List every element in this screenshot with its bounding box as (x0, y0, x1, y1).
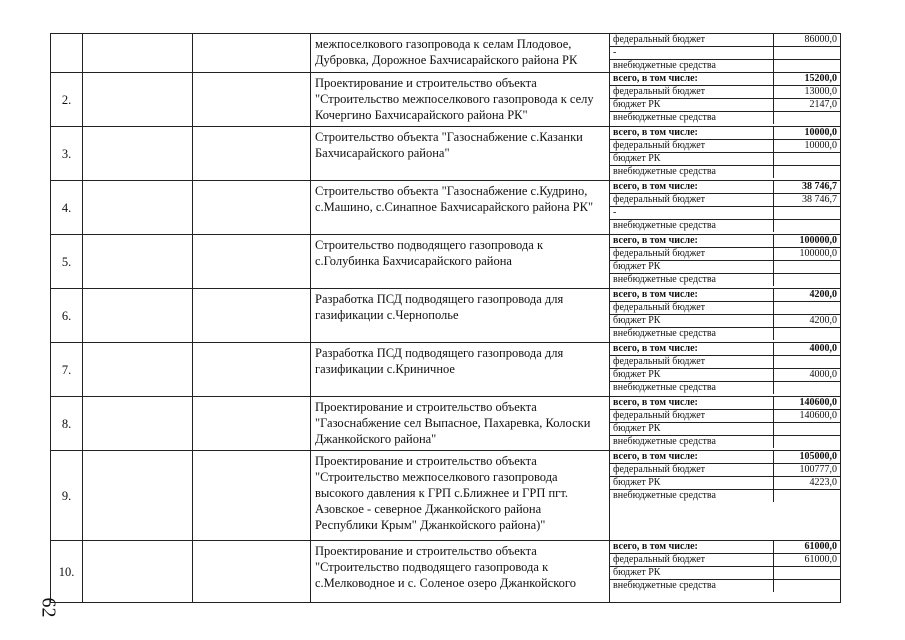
funding-line (610, 464, 840, 477)
funding-source-label: федеральный бюджет (610, 410, 774, 423)
project-description: Проектирование и строительство объекта "Газоснабжение сел Выпасное, Пахаревка, Колоски Джанкойского района" (311, 397, 610, 451)
funding-amount: 4223,0 (774, 477, 841, 490)
table-row (51, 73, 841, 127)
funding-source-label: всего, в том числе: (610, 343, 774, 356)
funding-amount: 61000,0 (774, 541, 841, 554)
funding-source-label: бюджет РК (610, 369, 774, 382)
funding-source-label: федеральный бюджет (610, 248, 774, 261)
funding-amount: 10000,0 (774, 140, 841, 153)
funding-breakdown (610, 34, 840, 72)
funding-source-label: федеральный бюджет (610, 302, 774, 315)
funding-source-label: бюджет РК (610, 315, 774, 328)
funding-source-label: всего, в том числе: (610, 73, 774, 86)
funding-source-label: - (610, 207, 774, 220)
funding-amount (774, 47, 841, 60)
funding-amount (774, 207, 841, 220)
project-description: Разработка ПСД подводящего газопровода для газификации с.Криничное (311, 343, 610, 397)
funding-line (610, 261, 840, 274)
funding-amount (774, 567, 841, 580)
funding-line (610, 140, 840, 153)
table-row (51, 181, 841, 235)
funding-line (610, 343, 840, 356)
funding-source-label: внебюджетные средства (610, 274, 774, 287)
table-row (51, 451, 841, 541)
project-description: межпоселкового газопровода к селам Плодовое, Дубровка, Дорожное Бахчисарайского района РК (311, 34, 610, 73)
funding-breakdown (610, 451, 840, 502)
funding-source-label: внебюджетные средства (610, 328, 774, 341)
row-number: 2. (51, 73, 83, 127)
funding-breakdown (610, 127, 840, 178)
funding-line (610, 423, 840, 436)
funding-source-label: всего, в том числе: (610, 127, 774, 140)
funding-line (610, 369, 840, 382)
funding-line (610, 382, 840, 395)
funding-source-label: внебюджетные средства (610, 436, 774, 449)
funding-source-label: бюджет РК (610, 261, 774, 274)
funding-line (610, 274, 840, 287)
funding-line (610, 289, 840, 302)
funding-line (610, 112, 840, 125)
funding-source-label: всего, в том числе: (610, 451, 774, 464)
empty-cell (83, 541, 193, 603)
funding-breakdown (610, 289, 840, 340)
funding-amount (774, 302, 841, 315)
funding-cell (610, 397, 841, 451)
table-row (51, 127, 841, 181)
funding-line (610, 86, 840, 99)
empty-cell (83, 235, 193, 289)
funding-source-label: всего, в том числе: (610, 289, 774, 302)
funding-amount (774, 356, 841, 369)
funding-source-label: федеральный бюджет (610, 140, 774, 153)
row-number: 10. (51, 541, 83, 603)
project-description: Проектирование и строительство объекта "Строительство межпоселкового газопровода высокого давления к ГРП с.Ближнее и ГРП пгт. Азовское - северное Джанкойского района Республики Крым" Джанкойского района)" (311, 451, 610, 541)
funding-amount (774, 166, 841, 179)
funding-cell (610, 235, 841, 289)
funding-amount: 38 746,7 (774, 194, 841, 207)
empty-cell (193, 397, 311, 451)
empty-cell (83, 451, 193, 541)
funding-amount (774, 153, 841, 166)
funding-line (610, 60, 840, 73)
empty-cell (193, 34, 311, 73)
funding-line (610, 554, 840, 567)
funding-line (610, 127, 840, 140)
funding-line (610, 397, 840, 410)
funding-line (610, 34, 840, 47)
funding-breakdown (610, 541, 840, 592)
funding-source-label: федеральный бюджет (610, 554, 774, 567)
empty-cell (193, 235, 311, 289)
funding-source-label: внебюджетные средства (610, 580, 774, 593)
funding-amount (774, 423, 841, 436)
funding-cell (610, 343, 841, 397)
funding-line (610, 194, 840, 207)
funding-amount: 2147,0 (774, 99, 841, 112)
funding-line (610, 220, 840, 233)
funding-amount (774, 60, 841, 73)
empty-cell (193, 181, 311, 235)
funding-amount (774, 112, 841, 125)
funding-amount (774, 580, 841, 593)
funding-amount (774, 490, 841, 503)
funding-cell (610, 73, 841, 127)
empty-cell (193, 451, 311, 541)
funding-amount (774, 436, 841, 449)
funding-amount: 140600,0 (774, 410, 841, 423)
table-row (51, 343, 841, 397)
funding-line (610, 410, 840, 423)
funding-amount: 61000,0 (774, 554, 841, 567)
page-number: 62 (37, 597, 60, 618)
funding-breakdown (610, 235, 840, 286)
funding-source-label: бюджет РК (610, 99, 774, 112)
row-number: 4. (51, 181, 83, 235)
row-number: 9. (51, 451, 83, 541)
table-row (51, 541, 841, 603)
funding-source-label: всего, в том числе: (610, 235, 774, 248)
funding-source-label: федеральный бюджет (610, 464, 774, 477)
table-row (51, 34, 841, 73)
empty-cell (193, 541, 311, 603)
funding-amount: 10000,0 (774, 127, 841, 140)
row-number: 3. (51, 127, 83, 181)
funding-amount: 100777,0 (774, 464, 841, 477)
funding-breakdown (610, 73, 840, 124)
funding-source-label: всего, в том числе: (610, 541, 774, 554)
funding-line (610, 451, 840, 464)
empty-cell (83, 289, 193, 343)
row-number: 7. (51, 343, 83, 397)
empty-cell (83, 397, 193, 451)
funding-source-label: внебюджетные средства (610, 166, 774, 179)
funding-line (610, 541, 840, 554)
empty-cell (83, 73, 193, 127)
empty-cell (193, 73, 311, 127)
funding-source-label: федеральный бюджет (610, 34, 774, 47)
funding-amount: 100000,0 (774, 248, 841, 261)
row-number: 5. (51, 235, 83, 289)
funding-line (610, 153, 840, 166)
empty-cell (193, 289, 311, 343)
funding-cell (610, 541, 841, 603)
funding-cell (610, 127, 841, 181)
funding-line (610, 490, 840, 503)
funding-line (610, 235, 840, 248)
funding-line (610, 436, 840, 449)
empty-cell (83, 127, 193, 181)
funding-line (610, 181, 840, 194)
funding-line (610, 99, 840, 112)
funding-cell (610, 34, 841, 73)
funding-source-label: федеральный бюджет (610, 86, 774, 99)
funding-amount (774, 274, 841, 287)
table-row (51, 289, 841, 343)
funding-source-label: бюджет РК (610, 153, 774, 166)
funding-source-label: внебюджетные средства (610, 60, 774, 73)
funding-line (610, 315, 840, 328)
funding-line (610, 580, 840, 593)
funding-amount (774, 261, 841, 274)
project-description: Проектирование и строительство объекта "Строительство подводящего газопровода к с.Мелководное и с. Соленое озеро Джанкойского (311, 541, 610, 603)
funding-source-label: внебюджетные средства (610, 382, 774, 395)
funding-source-label: бюджет РК (610, 423, 774, 436)
funding-amount (774, 382, 841, 395)
table-row (51, 397, 841, 451)
funding-cell (610, 289, 841, 343)
funding-source-label: бюджет РК (610, 567, 774, 580)
funding-source-label: внебюджетные средства (610, 490, 774, 503)
table-row (51, 235, 841, 289)
funding-source-label: всего, в том числе: (610, 181, 774, 194)
empty-cell (83, 181, 193, 235)
empty-cell (83, 343, 193, 397)
funding-source-label: всего, в том числе: (610, 397, 774, 410)
project-description: Строительство объекта "Газоснабжение с.Кудрино, с.Машино, с.Синапное Бахчисарайского района РК" (311, 181, 610, 235)
empty-cell (193, 127, 311, 181)
funding-amount (774, 220, 841, 233)
funding-amount: 105000,0 (774, 451, 841, 464)
funding-line (610, 73, 840, 86)
funding-source-label: внебюджетные средства (610, 112, 774, 125)
funding-cell (610, 451, 841, 541)
funding-line (610, 356, 840, 369)
funding-amount: 4200,0 (774, 315, 841, 328)
funding-line (610, 477, 840, 490)
funding-line (610, 302, 840, 315)
funding-amount: 13000,0 (774, 86, 841, 99)
funding-line (610, 248, 840, 261)
funding-line (610, 166, 840, 179)
funding-source-label: бюджет РК (610, 477, 774, 490)
project-description: Разработка ПСД подводящего газопровода для газификации с.Чернополье (311, 289, 610, 343)
funding-amount: 4000,0 (774, 369, 841, 382)
funding-amount: 86000,0 (774, 34, 841, 47)
row-number: 6. (51, 289, 83, 343)
funding-amount: 4000,0 (774, 343, 841, 356)
funding-amount: 4200,0 (774, 289, 841, 302)
project-description: Строительство объекта "Газоснабжение с.Казанки Бахчисарайского района" (311, 127, 610, 181)
funding-breakdown (610, 397, 840, 448)
funding-amount (774, 328, 841, 341)
funding-amount: 15200,0 (774, 73, 841, 86)
funding-source-label: федеральный бюджет (610, 356, 774, 369)
funding-source-label: федеральный бюджет (610, 194, 774, 207)
funding-breakdown (610, 181, 840, 232)
row-number: 8. (51, 397, 83, 451)
row-number (51, 34, 83, 73)
empty-cell (83, 34, 193, 73)
project-description: Проектирование и строительство объекта "Строительство межпоселкового газопровода к селу Кочергино Бахчисарайского района РК" (311, 73, 610, 127)
funding-source-label: - (610, 47, 774, 60)
empty-cell (193, 343, 311, 397)
funding-amount: 100000,0 (774, 235, 841, 248)
program-table (50, 33, 841, 603)
funding-breakdown (610, 343, 840, 394)
funding-line (610, 567, 840, 580)
project-description: Строительство подводящего газопровода к с.Голубинка Бахчисарайского района (311, 235, 610, 289)
funding-source-label: внебюджетные средства (610, 220, 774, 233)
funding-amount: 140600,0 (774, 397, 841, 410)
funding-line (610, 47, 840, 60)
funding-line (610, 328, 840, 341)
funding-line (610, 207, 840, 220)
funding-amount: 38 746,7 (774, 181, 841, 194)
funding-cell (610, 181, 841, 235)
